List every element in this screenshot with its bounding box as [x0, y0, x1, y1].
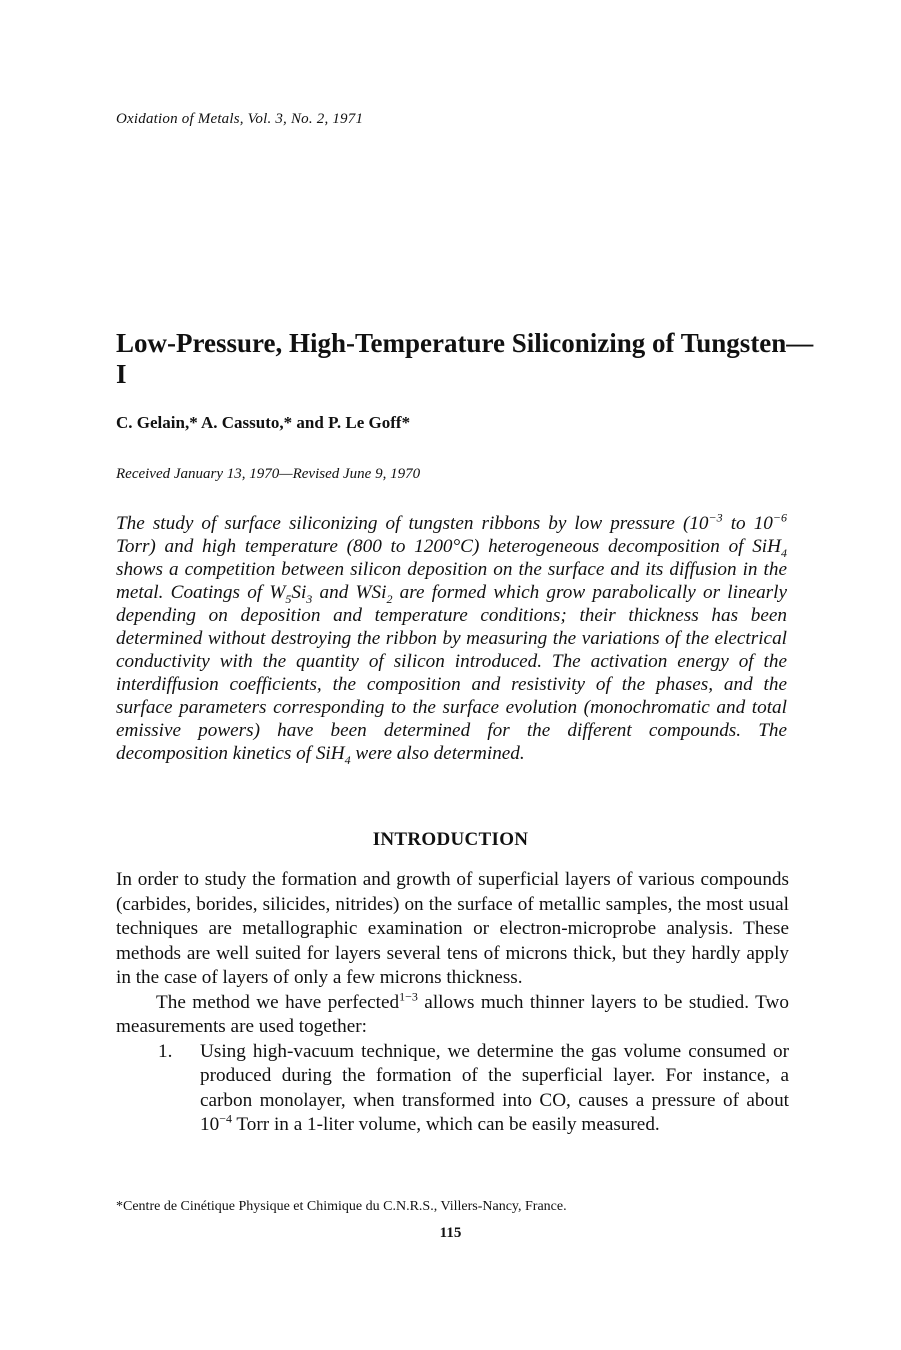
- abstract-text: and WSi: [312, 582, 387, 603]
- footnote: *Centre de Cinétique Physique et Chimique du C.N.R.S., Villers-Nancy, France.: [116, 1199, 567, 1214]
- received-dates: Received January 13, 1970—Revised June 9, 1970: [116, 466, 421, 482]
- abstract-superscript: −6: [772, 510, 787, 525]
- abstract-subscript: 4: [344, 752, 351, 767]
- section-heading-introduction: INTRODUCTION: [372, 829, 529, 850]
- abstract-text: were also determined.: [350, 743, 525, 764]
- abstract-text: are formed which grow parabolically or linearly depending on deposition and temperature conditions; their thickness has been determined without destroying the ribbon by measuring the variations of the electrical conductivity with the quantity of silicon introduced. The activation energy of the interdiffusion coefficients, the composition and resistivity of the phases, and the surface parameters corresponding to the surface evolution (monochromatic and total emissive powers) have been determined for the different compounds. The decomposition kinetics of SiH: [116, 582, 787, 764]
- paragraph: [116, 991, 789, 1040]
- paragraph-text: The method we have perfected: [156, 991, 400, 1013]
- article-title: Low-Pressure, High-Temperature Siliconizing of Tungsten—I: [116, 328, 814, 389]
- paragraph-text: allows much thinner layers to be studied. Two measurements are used together:: [116, 991, 789, 1037]
- abstract-subscript: 3: [306, 591, 313, 606]
- author-list: C. Gelain,* A. Cassuto,* and P. Le Goff*: [116, 413, 411, 432]
- list-text: [200, 1040, 789, 1138]
- abstract-text: to 10: [722, 513, 773, 534]
- page-number: 115: [439, 1225, 462, 1241]
- list-item: [116, 1040, 789, 1138]
- abstract-subscript: 5: [285, 591, 292, 606]
- abstract-text: Torr) and high temperature (800 to 1200°C) heterogeneous decomposition of SiH: [116, 536, 781, 557]
- reference-superscript: 1−3: [399, 989, 418, 1004]
- abstract-text: The study of surface siliconizing of tungsten ribbons by low pressure (10: [116, 513, 709, 534]
- abstract-text: Si: [291, 582, 307, 603]
- list-number: 1.: [158, 1040, 173, 1062]
- abstract-subscript: 2: [386, 591, 393, 606]
- list-text-part: Torr in a 1-liter volume, which can be easily measured.: [231, 1114, 660, 1135]
- list-superscript: −4: [219, 1111, 232, 1126]
- list-text-part: Using high-vacuum technique, we determine the gas volume consumed or produced during the formation of the superficial layer. For instance, a carbon monolayer, when transformed into CO, causes a pressure of about 10: [200, 1040, 789, 1135]
- paragraph: In order to study the formation and growth of superficial layers of various compounds (carbides, borides, silicides, nitrides) on the surface of metallic samples, the most usual techniques are metallographic examination or electron-microprobe analysis. These methods are well suited for layers several tens of microns thick, but they hardly apply in the case of layers of only a few microns thickness.: [116, 869, 789, 988]
- abstract-superscript: −3: [708, 510, 723, 525]
- introduction-body: [116, 868, 789, 1138]
- journal-citation: Oxidation of Metals, Vol. 3, No. 2, 1971: [116, 111, 364, 127]
- abstract-text: shows a competition between silicon deposition on the surface and its diffusion in the metal. Coatings of W: [116, 559, 787, 603]
- abstract-subscript: 4: [781, 545, 787, 560]
- abstract: [116, 512, 787, 765]
